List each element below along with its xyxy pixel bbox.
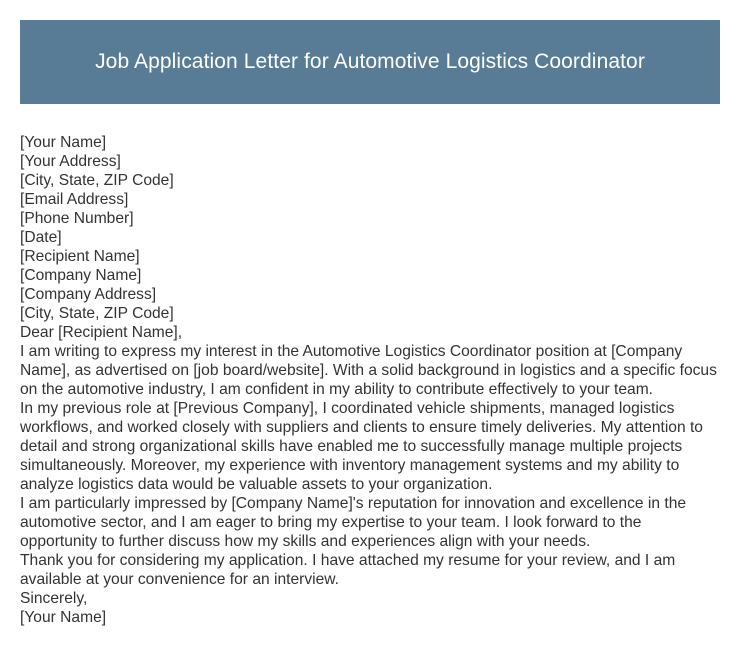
salutation: Dear [Recipient Name], [20, 324, 183, 341]
sender-email: [Email Address] [20, 191, 129, 208]
letter-date: [Date] [20, 229, 62, 246]
signature: [Your Name] [20, 609, 107, 626]
title-banner [20, 20, 720, 104]
recipient-city-state-zip: [City, State, ZIP Code] [20, 305, 174, 322]
sender-name: [Your Name] [20, 134, 107, 151]
letter-body [20, 133, 722, 627]
page-title: Job Application Letter for Automotive Logistics Coordinator [95, 50, 645, 73]
recipient-name: [Recipient Name] [20, 248, 140, 265]
paragraph-intro: I am writing to express my interest in the Automotive Logistics Coordinator position at [Company Name], as advertised on [job board/website]. With a solid background in logistics and a specific focus on the automotive industry, I am confident in my ability to contribute effectively to your team. [20, 343, 717, 398]
sender-address: [Your Address] [20, 153, 121, 170]
sender-phone: [Phone Number] [20, 210, 134, 227]
recipient-company: [Company Name] [20, 267, 142, 284]
closing: Sincerely, [20, 590, 88, 607]
paragraph-interest: I am particularly impressed by [Company Name]'s reputation for innovation and excellence in the automotive sector, and I am eager to bring my expertise to your team. I look forward to the opportunity to further discuss how my skills and experiences align with your needs. [20, 495, 687, 550]
recipient-address: [Company Address] [20, 286, 157, 303]
sender-city-state-zip: [City, State, ZIP Code] [20, 172, 174, 189]
paragraph-experience: In my previous role at [Previous Company], I coordinated vehicle shipments, managed logistics workflows, and worked closely with suppliers and clients to ensure timely deliveries. My attention to detail and strong organizational skills have enabled me to successfully manage multiple projects simultaneously. Moreover, my experience with inventory management systems and my ability to analyze logistics data would be valuable assets to your organization. [20, 400, 703, 493]
paragraph-thanks: Thank you for considering my application. I have attached my resume for your review, and I am available at your convenience for an interview. [20, 552, 676, 588]
